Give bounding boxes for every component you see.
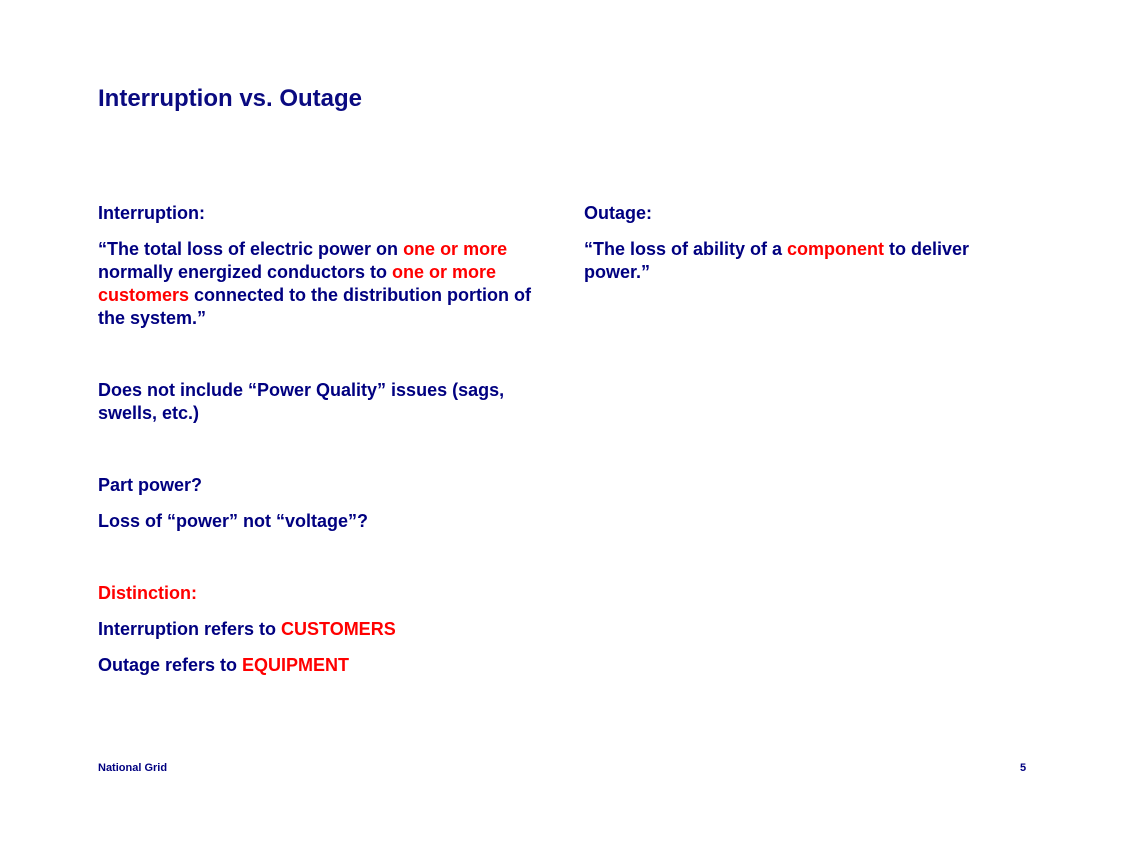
outage-definition: “The loss of ability of a component to deliver power.” bbox=[584, 239, 970, 282]
power-quality-note: Does not include “Power Quality” issues (sags, swells, etc.) bbox=[98, 380, 505, 423]
distinction-interruption: Interruption refers to CUSTOMERS bbox=[98, 619, 396, 639]
footer-company: National Grid bbox=[98, 762, 168, 774]
page-number: 5 bbox=[1020, 762, 1027, 774]
highlight-one-or-more: one or more bbox=[403, 239, 508, 259]
distinction-heading: Distinction: bbox=[98, 583, 197, 603]
highlight-customers: one or more customers bbox=[98, 262, 497, 305]
keyword-customers: CUSTOMERS bbox=[281, 619, 396, 639]
distinction-outage: Outage refers to EQUIPMENT bbox=[98, 655, 350, 675]
interruption-column bbox=[98, 202, 548, 225]
slide-title: Interruption vs. Outage bbox=[98, 85, 363, 112]
interruption-definition: “The total loss of electric power on one or more normally energized conductors to one or more customers connected to the distribution portion of the system.” bbox=[98, 239, 532, 328]
outage-heading: Outage: bbox=[584, 203, 653, 223]
question-part-power: Part power? bbox=[98, 475, 203, 495]
question-power-voltage: Loss of “power” not “voltage”? bbox=[98, 511, 369, 531]
highlight-component: component bbox=[787, 239, 885, 259]
keyword-equipment: EQUIPMENT bbox=[242, 655, 350, 675]
interruption-heading: Interruption: bbox=[98, 203, 205, 223]
